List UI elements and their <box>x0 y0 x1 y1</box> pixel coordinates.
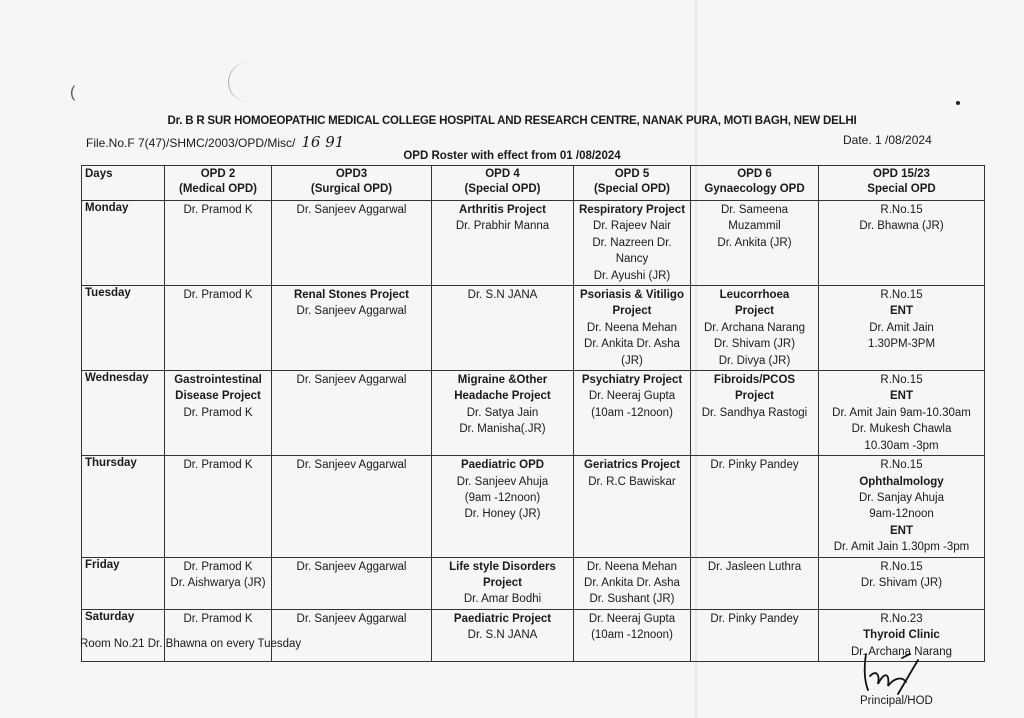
cell-line: Migraine &Other <box>457 374 548 387</box>
cell-line: Dr. Sushant (JR) <box>589 593 675 606</box>
cell-line: Dr. Amit Jain 9am-10.30am <box>832 406 971 419</box>
cell-line: ENT <box>890 390 913 403</box>
cell-line: Dr. Bhawna (JR) <box>859 220 944 233</box>
stray-arc-mark <box>228 62 269 102</box>
date-value: 1 /08/2024 <box>875 133 932 147</box>
cell-opd2 <box>165 456 272 557</box>
cell-line: Dr. Pinky Pandey <box>710 612 799 625</box>
cell-line: Muzammil <box>728 220 781 233</box>
cell-line: 1.30PM-3PM <box>867 338 936 351</box>
cell-opd3 <box>272 609 432 661</box>
table-row-friday <box>82 557 985 609</box>
cell-line: Dr. Amar Bodhi <box>463 593 542 606</box>
institution-title: Dr. B R SUR HOMOEOPATHIC MEDICAL COLLEGE HOSPITAL AND RESEARCH CENTRE, NANAK PURA, MOTI BAGH, NEW DELHI <box>167 115 857 127</box>
header-line: (Special OPD) <box>464 183 541 195</box>
cell-line: Dr. Sameena <box>720 204 789 216</box>
cell-line: Dr. Sandhya Rastogi <box>701 406 808 419</box>
cell-opd4 <box>432 609 574 661</box>
cell-line: Dr. Neena Mehan <box>586 560 678 573</box>
signature-scribble <box>858 646 928 696</box>
cell-line: Dr. Nazreen Dr. Nancy <box>592 236 672 266</box>
cell-opd3 <box>272 456 432 557</box>
cell-line: Dr. Pramod K <box>183 289 253 302</box>
cell-line: Ophthalmology <box>859 475 944 488</box>
cell-line: Dr. Ayushi (JR) <box>593 269 671 282</box>
cell-line: Dr. Sanjeev Aggarwal <box>296 459 407 472</box>
cell-line: Renal Stones Project <box>293 289 410 302</box>
cell-opd4 <box>432 286 574 371</box>
cell-line: Geriatrics Project <box>584 459 680 472</box>
cell-line: Dr. Sanjeev Aggarwal <box>296 374 407 387</box>
roster-title: OPD Roster with effect from 01 /08/2024 <box>403 150 621 162</box>
cell-line: Dr. Sanjeev Aggarwal <box>296 560 407 573</box>
cell-opd5 <box>574 201 691 286</box>
header-line: OPD 5 <box>614 168 650 180</box>
cell-line: Leucorrhoea <box>719 289 790 302</box>
cell-opd6 <box>691 557 819 609</box>
cell-line: Dr. Sanjeev Aggarwal <box>296 305 407 318</box>
cell-opd15-23 <box>819 201 985 286</box>
cell-line: Dr. Pramod K <box>183 406 253 419</box>
cell-line: Dr. Mukesh Chawla <box>851 423 952 436</box>
cell-line: Dr. S.N JANA <box>467 289 538 302</box>
cell-line: Project <box>735 390 774 403</box>
date-label: Date. <box>843 133 872 147</box>
cell-line: Dr. Sanjay Ahuja <box>858 491 945 504</box>
cell-line: Project <box>735 305 774 318</box>
cell-line: 9am-12noon <box>869 508 934 521</box>
cell-opd5 <box>574 371 691 456</box>
table-row-monday <box>82 201 985 286</box>
cell-line: Arthritis Project <box>459 204 546 216</box>
cell-opd2 <box>165 609 272 661</box>
cell-line: Dr. S.N JANA <box>467 629 538 642</box>
cell-line: Dr. Honey (JR) <box>464 508 541 521</box>
table-header-row <box>82 166 985 201</box>
header-opd3 <box>272 166 432 201</box>
cell-opd6 <box>691 456 819 557</box>
cell-opd5 <box>574 557 691 609</box>
cell-line: Psychiatry Project <box>581 374 683 387</box>
cell-opd3 <box>272 286 432 371</box>
cell-line: (10am -12noon) <box>591 406 673 419</box>
cell-line: Dr. Satya Jain <box>466 406 539 419</box>
footnote: Room No.21 Dr. Bhawna on every Tuesday <box>80 638 302 650</box>
cell-opd5 <box>574 286 691 371</box>
file-number <box>86 133 344 151</box>
cell-line: Life style Disorders <box>449 560 556 573</box>
cell-opd2 <box>165 557 272 609</box>
header-line: (Medical OPD) <box>179 183 257 195</box>
header-line: Special OPD <box>867 183 936 195</box>
cell-line: R.No.15 <box>880 459 923 472</box>
cell-opd15-23 <box>819 286 985 371</box>
cell-line: Dr. Ankita Dr. Asha <box>584 576 680 589</box>
cell-line: ENT <box>890 305 913 318</box>
cell-opd3 <box>272 371 432 456</box>
cell-opd2 <box>165 371 272 456</box>
date <box>843 133 932 147</box>
cell-line: Paediatric OPD <box>460 459 545 472</box>
cell-line: Thyroid Clinic <box>863 629 940 642</box>
cell-line: Dr. Divya (JR) <box>718 354 791 367</box>
day-cell: Monday <box>82 201 165 286</box>
cell-line: Dr. Pramod K <box>183 204 253 216</box>
cell-line: Dr. Amit Jain <box>869 321 934 334</box>
cell-opd4 <box>432 371 574 456</box>
cell-line: Project <box>483 576 522 589</box>
cell-line: ENT <box>890 524 913 537</box>
cell-line: Dr. Rajeev Nair <box>593 220 671 233</box>
file-number-handwritten: 16 91 <box>301 133 345 151</box>
cell-line: Dr. Sanjeev Aggarwal <box>296 204 407 216</box>
cell-line: R.No.15 <box>880 289 923 302</box>
cell-line: Dr. Sanjeev Ahuja <box>456 475 549 488</box>
cell-line: Dr. Jasleen Luthra <box>707 560 802 573</box>
cell-line: Dr. Shivam (JR) <box>713 338 796 351</box>
cell-line: R.No.15 <box>880 204 923 216</box>
day-cell: Saturday <box>82 609 165 661</box>
cell-opd6 <box>691 371 819 456</box>
cell-line: Respiratory Project <box>578 204 686 216</box>
cell-line: Dr. Pinky Pandey <box>710 459 799 472</box>
cell-line: Dr. Prabhir Manna <box>455 220 550 233</box>
cell-line: Gastrointestinal <box>174 374 262 387</box>
file-number-text: File.No.F 7(47)/SHMC/2003/OPD/Misc/ <box>86 136 296 150</box>
cell-line: Dr. Archana Narang <box>850 645 952 658</box>
header-line: Days <box>85 168 113 180</box>
cell-opd4 <box>432 201 574 286</box>
cell-opd15-23 <box>819 371 985 456</box>
header-opd2 <box>165 166 272 201</box>
day-cell: Tuesday <box>82 286 165 371</box>
cell-opd15-23 <box>819 557 985 609</box>
cell-line: Dr. Sanjeev Aggarwal <box>296 612 407 625</box>
cell-line: Psoriasis & Vitiligo <box>580 289 684 302</box>
cell-opd4 <box>432 456 574 557</box>
cell-line: Dr. Manisha(.JR) <box>459 423 546 436</box>
cell-opd3 <box>272 557 432 609</box>
cell-line: R.No.23 <box>880 612 923 625</box>
cell-opd3 <box>272 201 432 286</box>
header-line: OPD 2 <box>200 168 236 180</box>
header-opd15-23 <box>819 166 985 201</box>
cell-line: Dr. Amit Jain 1.30pm -3pm <box>833 541 970 554</box>
cell-opd5 <box>574 456 691 557</box>
cell-line: Dr. Neena Mehan <box>586 321 678 334</box>
table-body <box>82 201 985 662</box>
cell-opd2 <box>165 286 272 371</box>
cell-opd15-23 <box>819 456 985 557</box>
cell-line: Dr. Archana Narang <box>703 321 805 334</box>
header-opd4 <box>432 166 574 201</box>
day-cell: Wednesday <box>82 371 165 456</box>
cell-line: (10am -12noon) <box>591 629 673 642</box>
cell-line: (9am -12noon) <box>464 491 541 504</box>
cell-line: Dr. Pramod K <box>183 560 253 573</box>
cell-line: R.No.15 <box>880 560 923 573</box>
cell-line: Disease Project <box>175 390 261 403</box>
header-days <box>82 166 165 201</box>
day-cell: Friday <box>82 557 165 609</box>
day-cell: Thursday <box>82 456 165 557</box>
header-opd6 <box>691 166 819 201</box>
header-line: (Surgical OPD) <box>310 183 393 195</box>
cell-opd6 <box>691 286 819 371</box>
header-opd5 <box>574 166 691 201</box>
cell-line: Dr. Ankita (JR) <box>717 236 792 249</box>
cell-opd5 <box>574 609 691 661</box>
signature-label: Principal/HOD <box>860 695 933 707</box>
header-line: OPD 4 <box>485 168 520 180</box>
cell-line: Dr. Aishwarya (JR) <box>170 576 266 589</box>
table-row-thursday <box>82 456 985 557</box>
cell-opd6 <box>691 201 819 286</box>
stray-mark: ( <box>70 84 76 101</box>
cell-opd6 <box>691 609 819 661</box>
header-line: Gynaecology OPD <box>704 183 805 195</box>
stray-dot <box>956 101 960 105</box>
cell-line: Dr. Shivam (JR) <box>860 576 943 589</box>
cell-line: Fibroids/PCOS <box>713 374 796 387</box>
opd-roster-table <box>81 165 985 662</box>
header-line: OPD 15/23 <box>873 168 930 180</box>
cell-line: Dr. Neeraj Gupta <box>588 612 676 625</box>
header-line: OPD3 <box>335 168 368 180</box>
cell-line: Dr. Ankita Dr. Asha (JR) <box>584 338 680 367</box>
header-line: (Special OPD) <box>593 183 671 195</box>
header-line: OPD 6 <box>737 168 772 180</box>
cell-line: Headache Project <box>454 390 551 403</box>
cell-line: R.No.15 <box>880 374 923 387</box>
cell-line: Project <box>612 305 652 318</box>
cell-line: 10.30am -3pm <box>864 439 939 452</box>
cell-line: Paediatric Project <box>453 612 552 625</box>
cell-line: Dr. R.C Bawiskar <box>588 475 676 488</box>
cell-line: Dr. Pramod K <box>183 459 253 472</box>
table-row-saturday <box>82 609 985 661</box>
table-row-tuesday <box>82 286 985 371</box>
cell-opd4 <box>432 557 574 609</box>
cell-line: Dr. Pramod K <box>183 612 253 625</box>
table-row-wednesday <box>82 371 985 456</box>
cell-opd2 <box>165 201 272 286</box>
cell-line: Dr. Neeraj Gupta <box>588 390 676 403</box>
